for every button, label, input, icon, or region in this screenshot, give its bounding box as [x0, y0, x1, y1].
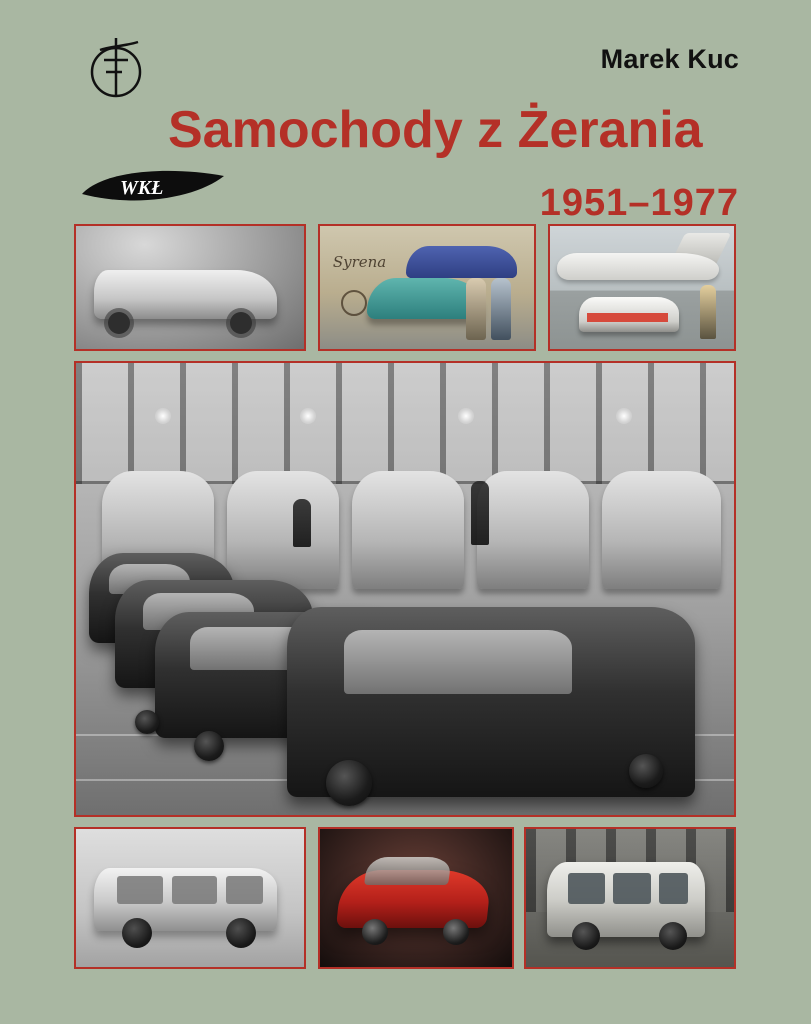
car-wheel [135, 710, 159, 734]
factory-illustration [76, 363, 734, 815]
car-body-shell [227, 471, 339, 589]
car-body-shell [352, 471, 464, 589]
taxi-stripe [587, 313, 668, 322]
cover-photo-wagon-prototype [74, 827, 306, 969]
red-car-window [364, 857, 452, 885]
factory-ceiling [76, 363, 734, 484]
cover-photo-factory-hall [74, 361, 736, 817]
ceiling-lamp [458, 408, 474, 424]
ceiling-lamp [300, 408, 316, 424]
ceiling-lamp [616, 408, 632, 424]
airport-illustration [550, 226, 734, 349]
car-window [344, 630, 572, 695]
wagon-wheel [226, 918, 256, 948]
cover-photo-van [74, 224, 306, 351]
minibus-window [568, 873, 605, 903]
car-wheel [194, 731, 224, 761]
minibus-window [613, 873, 650, 903]
car-body-shell [602, 471, 720, 589]
cover-photo-red-sports-car [318, 827, 514, 969]
wagon-illustration [76, 829, 304, 967]
cover-photo-syrena-poster [318, 224, 536, 351]
cover-photo-minibus [524, 827, 736, 969]
poster-emblem-icon [341, 290, 367, 316]
poster-illustration [320, 226, 534, 349]
minibus-wheel [659, 922, 687, 950]
wagon-window [172, 876, 218, 904]
poster-figure-left [466, 278, 486, 340]
author-name: Marek Kuc [600, 44, 739, 74]
book-title: Samochody z Żerania [168, 101, 703, 159]
minibus-illustration [526, 829, 734, 967]
cover-photo-airport-taxi [548, 224, 736, 351]
red-car-wheel [443, 919, 469, 945]
van-illustration [76, 226, 304, 349]
red-car-wheel [362, 919, 388, 945]
red-car-illustration [320, 829, 512, 967]
svg-text:WKŁ: WKŁ [120, 177, 164, 199]
car-body-shell [477, 471, 589, 589]
poster-blue-car [406, 246, 517, 278]
factory-worker [471, 481, 489, 545]
minibus-wheel [572, 922, 600, 950]
wagon-wheel [122, 918, 152, 948]
fso-emblem-icon [82, 36, 154, 102]
year-range: 1951–1977 [539, 182, 739, 224]
poster-script-text: Syrena [332, 253, 387, 272]
poster-figure-right [491, 278, 511, 340]
wkl-publisher-logo [78, 168, 230, 212]
car-wheel [629, 754, 663, 788]
plane-body [557, 253, 719, 280]
wagon-window [226, 876, 262, 904]
car-wheel [326, 760, 372, 806]
factory-worker [293, 499, 311, 547]
airport-person [700, 285, 716, 339]
minibus-window [659, 873, 688, 903]
wagon-window [117, 876, 163, 904]
